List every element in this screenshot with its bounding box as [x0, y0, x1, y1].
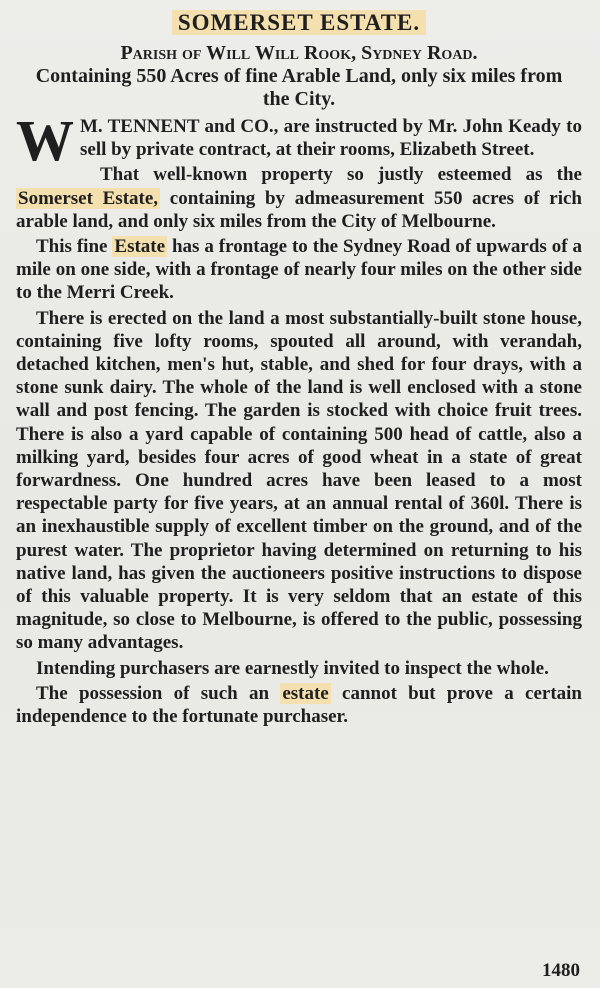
paragraph-6: [16, 682, 582, 728]
paragraph-4: There is erected on the land a most substantially-built stone house, containing five lofty rooms, spouted all around, with verandah, detached kitchen, men's hut, stable, and shed for four drays, with a stone sunk dairy. The whole of the land is well enclosed with a stone wall and post fencing. The garden is stocked with choice fruit trees. There is also a yard capable of containing 500 head of cattle, also a milking yard, besides four acres of good wheat in a state of great forwardness. One hundred acres have been leased to a most respectable party for five years, at an annual rental of 360l. There is an inexhaustible supply of excellent timber on the ground, and of the purest water. The proprietor having determined on returning to his native land, has given the auctioneers positive instructions to dispose of this valuable property. It is very seldom that an estate of this magnitude, so close to Melbourne, is offered to the public, possessing so many advantages.: [16, 307, 582, 654]
paragraph-6-text-b: cannot but prove a certain independence to the fortunate purchaser.: [16, 682, 583, 728]
paragraph-2-text-a: That well-known property so justly esteemed as the: [100, 164, 582, 186]
drop-cap: W: [16, 108, 74, 173]
paragraph-6-text-a: The possession of such an: [36, 682, 281, 704]
paragraph-3: [16, 235, 582, 305]
paragraph-3-text-b: has a frontage to the Sydney Road of upwards of a mile on one side, with a frontage of nearly four miles on the other side to the Merri Creek.: [16, 236, 582, 304]
highlight-somerset-estate: Somerset Estate,: [18, 187, 159, 209]
reference-number: 1480: [542, 960, 580, 981]
paragraph-2-text-b: containing by admeasurement 550 acres of rich arable land, and only six miles from the City of Melbourne.: [16, 187, 582, 232]
paragraph-1-text: M. TENNENT and CO., are instructed by Mr. John Keady to sell by private contract, at their rooms, Elizabeth Street.: [80, 116, 582, 161]
highlight-estate: Estate: [114, 236, 166, 258]
paragraph-5: Intending purchasers are earnestly invited to inspect the whole.: [36, 657, 549, 679]
paragraph-1: [16, 108, 582, 173]
title-wrap: [16, 10, 582, 36]
paragraph-3-text-a: This fine: [36, 236, 113, 258]
paragraph-2: [16, 163, 582, 233]
advert-title: SOMERSET ESTATE.: [172, 10, 426, 35]
advert-subtitle-2: Containing 550 Acres of fine Arable Land, only six miles from the City.: [35, 65, 563, 110]
highlight-estate-lower: estate: [282, 682, 329, 704]
advert-subtitle-1: Parish of Will Will Rook, Sydney Road.: [120, 42, 478, 64]
